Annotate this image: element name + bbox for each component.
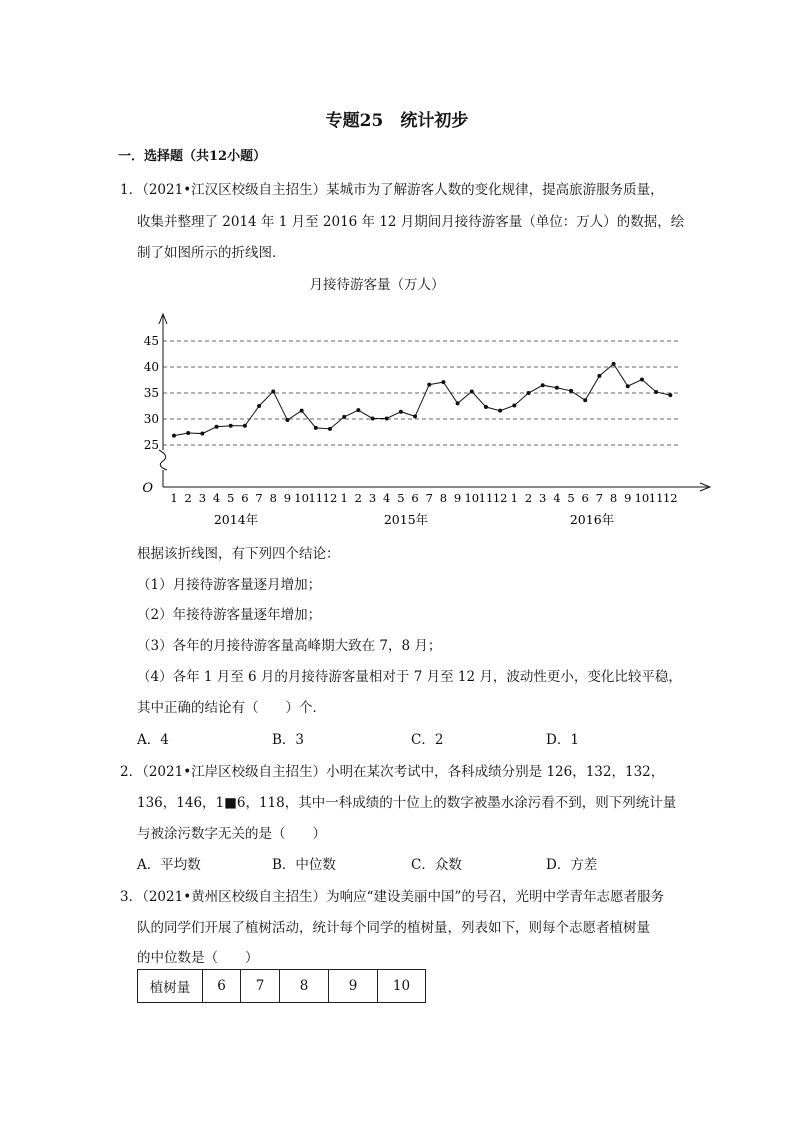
- q1-after-1: 根据该折线图，有下列四个结论：: [137, 546, 340, 562]
- q1-line-3: 制了如图所示的折线图．: [137, 245, 286, 261]
- y-tick-label: 40: [143, 360, 159, 374]
- q1-option-d: D．1: [546, 732, 579, 748]
- x-tick-label: 8: [609, 491, 618, 505]
- q2-line-1: 2．（2021•江岸区校级自主招生）小明在某次考试中，各科成绩分别是 126，132，132，: [120, 764, 665, 780]
- data-point: [583, 398, 587, 402]
- data-point: [314, 426, 318, 430]
- q3-line-2: 队的同学们开展了植树活动，统计每个同学的植树量，列表如下，则每个志愿者植树量: [137, 920, 650, 936]
- q1-after-6: 其中正确的结论有（ ）个．: [137, 700, 326, 716]
- data-point: [186, 431, 190, 435]
- q2-line-2: 136，146，1■6，118，其中一科成绩的十位上的数字被墨水涂污看不到，则下列统计量: [137, 795, 677, 811]
- data-point: [470, 389, 474, 393]
- data-point: [172, 434, 176, 438]
- q3-line-3: 的中位数是（ ）: [137, 950, 259, 966]
- q1-after-3: （2）年接待游客量逐年增加；: [137, 607, 322, 623]
- page-title: 专题25 统计初步: [325, 111, 469, 131]
- data-point: [200, 432, 204, 436]
- y-tick-label: 30: [143, 412, 159, 426]
- data-point: [597, 374, 601, 378]
- data-point: [342, 415, 346, 419]
- year-label: 2014年: [213, 512, 259, 527]
- x-tick-label: 4: [553, 491, 561, 505]
- year-label: 2015年: [383, 512, 429, 527]
- q1-line-1: 1．（2021•江汉区校级自主招生）某城市为了解游客人数的变化规律，提高旅游服务质量，: [120, 182, 664, 198]
- data-point: [654, 390, 658, 394]
- x-tick-label: 9: [283, 491, 292, 505]
- x-tick-label: 12: [322, 491, 338, 505]
- x-tick-label: 12: [492, 491, 508, 505]
- data-point: [229, 424, 233, 428]
- data-point: [385, 416, 389, 420]
- x-tick-label: 2: [184, 491, 192, 505]
- x-tick-label: 1: [510, 491, 518, 505]
- data-point: [668, 393, 672, 397]
- chart-title: 月接待游客量（万人）: [309, 277, 445, 293]
- tree-count-table: [137, 969, 426, 1003]
- data-point: [285, 418, 289, 422]
- x-tick-label: 5: [397, 491, 405, 505]
- table-cell: 7: [241, 970, 280, 1003]
- table-header-cell: 植树量: [138, 970, 203, 1003]
- data-point: [399, 410, 403, 414]
- q1-after-4: （3）各年的月接待游客量高峰期大致在 7，8 月；: [137, 638, 442, 654]
- x-tick-label: 9: [624, 491, 632, 505]
- data-point: [413, 414, 417, 418]
- data-point: [626, 384, 630, 388]
- y-tick-label: 25: [143, 438, 159, 452]
- origin-label: O: [142, 481, 153, 496]
- x-tick-label: 6: [411, 491, 419, 505]
- data-point: [300, 409, 304, 413]
- x-tick-label: 12: [662, 491, 678, 505]
- table-cell: 10: [378, 970, 426, 1003]
- x-tick-label: 11: [478, 491, 494, 505]
- x-tick-label: 10: [294, 491, 309, 505]
- x-tick-label: 5: [567, 491, 575, 505]
- q1-option-a: A．4: [137, 732, 169, 748]
- data-point: [527, 391, 531, 395]
- x-tick-label: 11: [308, 491, 324, 505]
- x-tick-label: 9: [453, 491, 462, 505]
- data-point: [569, 389, 573, 393]
- q1-option-c: C．2: [411, 732, 444, 748]
- data-point: [484, 405, 488, 409]
- data-point: [243, 424, 247, 428]
- q2-line-3: 与被涂污数字无关的是（ ）: [137, 826, 326, 842]
- section-heading: 一．选择题（共12小题）: [118, 149, 267, 164]
- q1-line-2: 收集并整理了 2014 年 1 月至 2016 年 12 月期间月接待游客量（单位：万人）的数据，绘: [137, 214, 685, 230]
- q2-option-b: B．中位数: [272, 857, 336, 873]
- table-cell: 6: [203, 970, 241, 1003]
- x-tick-label: 4: [383, 491, 391, 505]
- x-tick-label: 8: [269, 491, 277, 505]
- y-tick-label: 35: [143, 386, 159, 400]
- data-point: [356, 408, 360, 412]
- data-point: [612, 362, 616, 366]
- x-tick-label: 10: [634, 491, 650, 505]
- x-tick-label: 7: [425, 491, 433, 505]
- x-tick-label: 4: [212, 491, 221, 505]
- line-chart: [0, 300, 794, 540]
- x-tick-label: 5: [227, 491, 235, 505]
- x-tick-label: 6: [241, 491, 249, 505]
- y-tick-label: 45: [143, 334, 159, 348]
- x-tick-label: 1: [340, 491, 348, 505]
- x-tick-label: 3: [539, 491, 547, 505]
- x-tick-label: 6: [581, 491, 589, 505]
- q2-option-d: D．方差: [546, 857, 598, 873]
- data-point: [541, 383, 545, 387]
- table-cell: 9: [329, 970, 378, 1003]
- q3-line-1: 3．（2021•黄州区校级自主招生）为响应“建设美丽中国”的号召，光明中学青年志愿者服务: [120, 889, 664, 905]
- data-point: [640, 377, 644, 381]
- data-point: [498, 409, 502, 413]
- data-point: [427, 383, 431, 387]
- x-tick-label: 8: [439, 491, 448, 505]
- q1-after-5: （4）各年 1 月至 6 月的月接待游客量相对于 7 月至 12 月，波动性更小，变化比较平稳，: [137, 669, 682, 685]
- x-tick-label: 2: [354, 491, 363, 505]
- x-tick-label: 3: [368, 491, 377, 505]
- q1-after-2: （1）月接待游客量逐月增加；: [137, 577, 322, 593]
- data-point: [512, 403, 516, 407]
- q2-option-a: A．平均数: [137, 857, 201, 873]
- x-tick-label: 7: [255, 491, 263, 505]
- year-label: 2016年: [569, 512, 615, 527]
- data-point: [456, 401, 460, 405]
- data-point: [441, 380, 445, 384]
- table-cell: 8: [280, 970, 329, 1003]
- data-point: [215, 425, 219, 429]
- table-row: [138, 970, 426, 1003]
- series-line: [174, 364, 670, 436]
- x-tick-label: 3: [198, 491, 207, 505]
- x-tick-label: 10: [464, 491, 480, 505]
- x-tick-label: 11: [648, 491, 664, 505]
- q2-option-c: C．众数: [411, 857, 462, 873]
- data-point: [328, 427, 332, 431]
- q1-option-b: B．3: [272, 732, 305, 748]
- data-point: [271, 389, 275, 393]
- x-tick-label: 7: [595, 491, 604, 505]
- data-point: [257, 404, 261, 408]
- data-point: [371, 416, 375, 420]
- data-point: [555, 386, 559, 390]
- x-tick-label: 2: [524, 491, 533, 505]
- y-axis-break: [159, 450, 167, 470]
- x-tick-label: 1: [170, 491, 178, 505]
